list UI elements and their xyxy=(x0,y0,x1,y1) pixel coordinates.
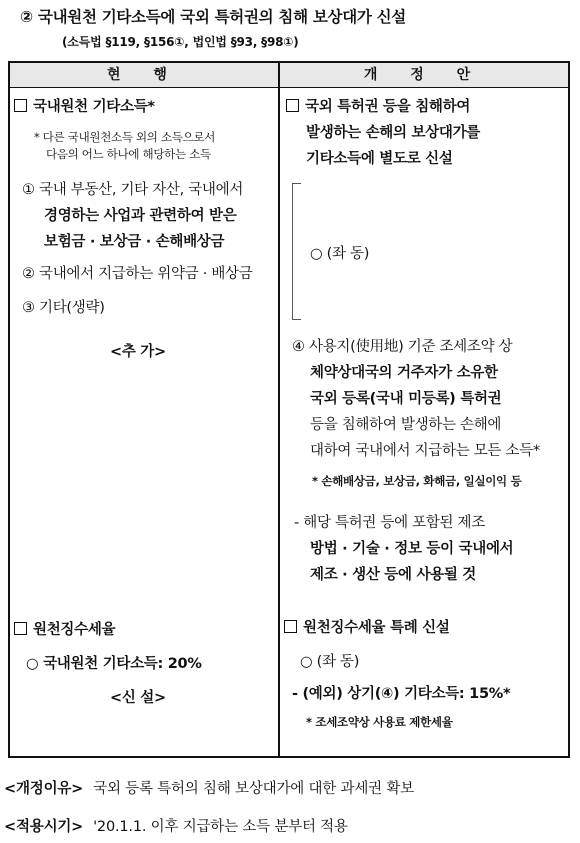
right-note5: * 조세조약상 사용료 제한세율 xyxy=(306,715,453,729)
checkbox-square-icon xyxy=(286,99,299,112)
right-same2: ○ (좌 동) xyxy=(300,654,360,670)
column-divider xyxy=(278,63,280,756)
left-section2-title: 원천징수세율 xyxy=(14,619,115,641)
bracket-line xyxy=(292,183,301,320)
checkbox-square-icon xyxy=(284,620,297,633)
right-item4-line5: 대하여 국내에서 지급하는 모든 소득* xyxy=(310,443,540,459)
right-section1-line2: 발생하는 손해의 보상대가를 xyxy=(306,125,480,141)
right-dash-line1: - 해당 특허권 등에 포함된 제조 xyxy=(294,515,485,531)
right-dash-line3: 제조 · 생산 등에 사용될 것 xyxy=(310,567,477,583)
left-item3: ③ 기타(생략) xyxy=(22,300,105,316)
left-rate: ○ 국내원천 기타소득: 20% xyxy=(26,656,202,672)
left-new-note: <신 설> xyxy=(110,690,166,706)
left-note1-line2: 다음의 어느 하나에 해당하는 소득 xyxy=(46,147,211,161)
document-title: ② 국내원천 기타소득에 국외 특허권의 침해 보상대가 신설 xyxy=(20,8,406,26)
left-item2: ② 국내에서 지급하는 위약금 · 배상금 xyxy=(22,266,253,282)
effective-date xyxy=(4,815,348,836)
revision-reason-text: 국외 등록 특허의 침해 보상대가에 대한 과세권 확보 xyxy=(93,781,414,797)
left-section1-title: 국내원천 기타소득* xyxy=(14,96,155,118)
right-section1-line3: 기타소득에 별도로 신설 xyxy=(306,151,453,167)
left-item1-line1: ① 국내 부동산, 기타 자산, 국내에서 xyxy=(22,182,244,198)
right-item4-line1: ④ 사용지(使用地) 기준 조세조약 상 xyxy=(292,339,513,355)
comparison-table xyxy=(8,61,570,758)
right-section1-line1: 국외 특허권 등을 침해하여 xyxy=(286,96,470,118)
checkbox-square-icon xyxy=(14,622,27,635)
right-exception: - (예외) 상기(④) 기타소득: 15%* xyxy=(292,686,511,702)
revision-reason xyxy=(4,777,414,798)
right-item4-line3: 국외 등록(국내 미등록) 특허권 xyxy=(310,391,502,407)
left-note1-line1: * 다른 국내원천소득 외의 소득으로서 xyxy=(34,130,216,144)
revision-reason-label: <개정이유> xyxy=(4,781,84,797)
left-item1-line2: 경영하는 사업과 관련하여 받은 xyxy=(44,208,237,224)
effective-date-label: <적용시기> xyxy=(4,819,84,835)
right-section2-title: 원천징수세율 특례 신설 xyxy=(284,617,450,639)
left-item1-line3: 보험금 · 보상금 · 손해배상금 xyxy=(44,234,225,250)
header-revised: 개 정 안 xyxy=(280,63,568,88)
effective-date-text: '20.1.1. 이후 지급하는 소득 분부터 적용 xyxy=(93,819,348,835)
header-current: 현 행 xyxy=(10,63,278,88)
checkbox-square-icon xyxy=(14,99,27,112)
right-note4: * 손해배상금, 보상금, 화해금, 일실이익 등 xyxy=(312,474,522,488)
legal-references: (소득법 §119, §156①, 법인법 §93, §98①) xyxy=(62,35,299,49)
right-item4-line2: 체약상대국의 거주자가 소유한 xyxy=(310,365,498,381)
right-item4-line4: 등을 침해하여 발생하는 손해에 xyxy=(310,417,502,433)
left-add-note: <추 가> xyxy=(110,344,166,360)
right-dash-line2: 방법 · 기술 · 정보 등이 국내에서 xyxy=(310,541,514,557)
right-same1: ○ (좌 동) xyxy=(310,246,370,262)
